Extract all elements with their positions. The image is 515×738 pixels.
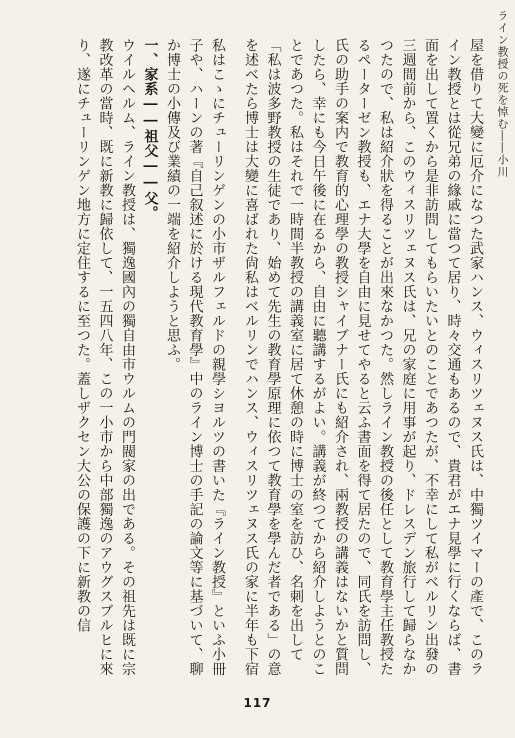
paragraph: 屋を借りて大變に厄介になつた武家ハンス、ウィスリツェヌス氏は、中獨ツイマーの產で、このライン教授とは從兄弟の緣戚に當つて居り、時々交通もあるので、貴君がエナ見學に行くならば、書面を出して置くから是非訪問してもらいたいとのことであつたが、不幸にして私がベルリン出發の三週間前から、このウィスリツェヌス氏は、兄の家庭に用事が起り、ドレスデン旅行して歸らなかつたので、私は紹介狀を得ることが出來なかつた。然しライン教授の後任として教育學主任教授たるペーターゼン教授も、エナ大學を自由に見せてやると云ふ書面を得て居たので、同氏を訪問し、氏の助手の案内で教育的心理學の教授シャイブナー氏にも紹介され、兩教授の講義はないかと質問したら、幸にも今日午後に在るから、自由に聽講するがよい。講義が終つてから紹介しようとのことであつた。私はそれで一時間半教授の講義室に居て休憩の時に博士の室を訪ひ、名刺を出して「私は波多野教授の生徒であり、始めて先生の教育學原理に依つて教育學を學んだ者である」の意を述べたら博士は大變に喜ばれた尙私はベルリンでハンス、ウィスリツェヌス氏の家に半年も下宿 bbox=[243, 38, 484, 676]
text-column-left bbox=[7, 38, 229, 678]
page-number: 117 bbox=[243, 696, 272, 710]
text-column-right bbox=[239, 38, 487, 678]
paragraph: 私はこゝにチューリンゲンの小市ザルフェルドの親學シヨルツの書いた『ライン教授』といふ小冊子や、ハーンの著『自己叙述に於ける現代教育學』中のライン博士の手記の論文等に基づいて、聊か博士の小傳及び業績の一端を紹介しようと思ふ。 bbox=[165, 38, 226, 676]
running-header: ライン教授の死を悼む――小川 bbox=[496, 10, 509, 178]
paragraph: ウイルヘルム、ライン教授は、獨逸國內の獨自由市ウルムの門閥家の出である。その祖先は既に宗教改革の當時、既に新教に歸依して、一五四八年、この一小市から中部獨逸のアウグスブルヒに來り、遂にチューリンゲン地方に定住するに至つた。蓋しザクセン大公の保護の下に新教の信 bbox=[75, 38, 136, 676]
section-heading: 一、家系――祖父――父。 bbox=[142, 38, 159, 220]
